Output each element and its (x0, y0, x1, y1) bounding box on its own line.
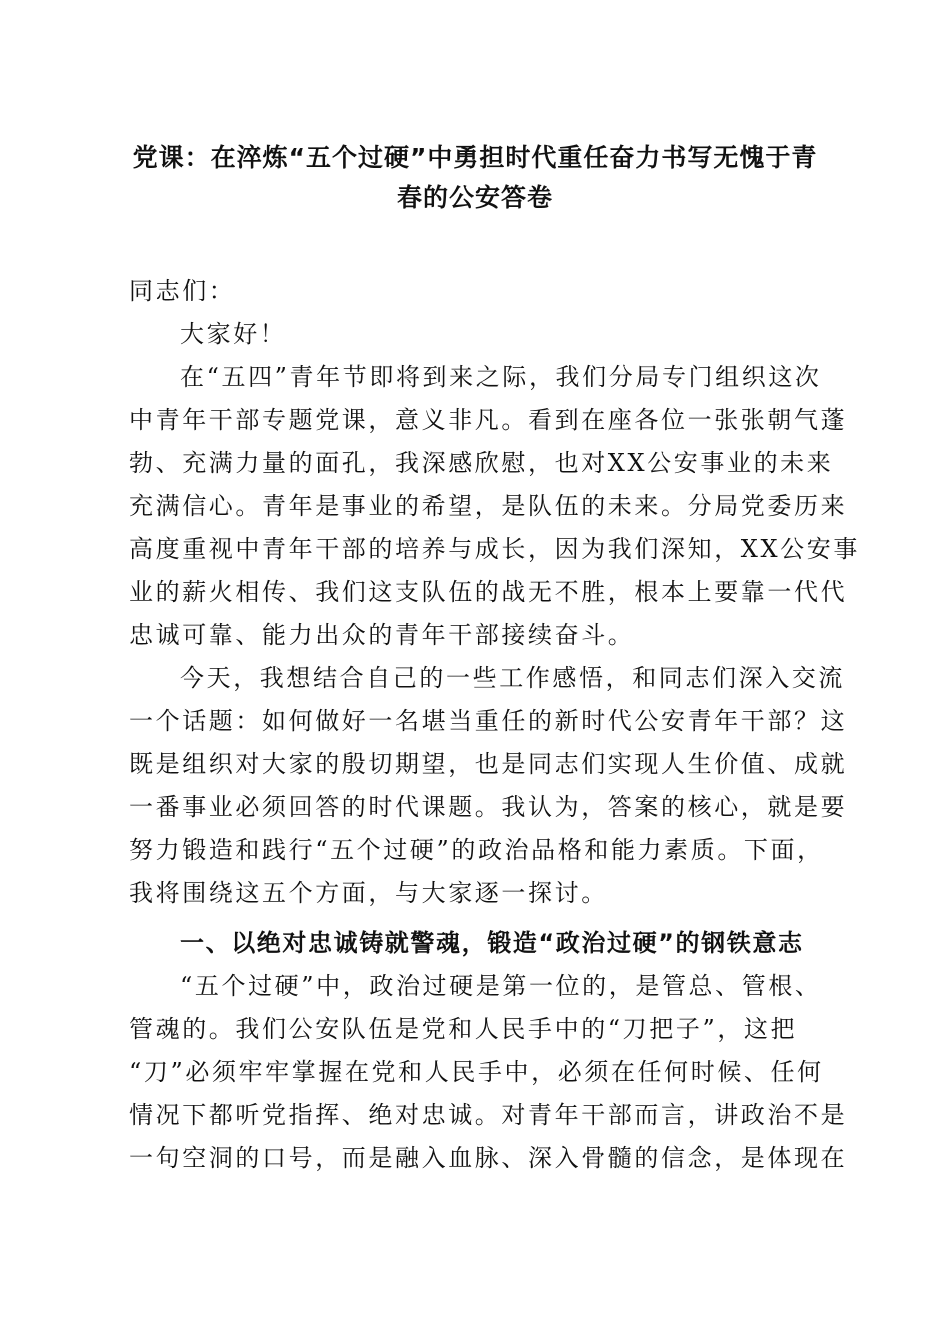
paragraph-1-line: 忠诚可靠、能力出众的青年干部接续奋斗。 (129, 621, 635, 649)
paragraph-2-line: 一番事业必须回答的时代课题。我认为，答案的核心，就是要 (129, 793, 848, 821)
title-line-2: 春的公安答卷 (396, 183, 553, 212)
paragraph-3-line: 情况下都听党指挥、绝对忠诚。对青年干部而言，讲政治不是 (129, 1101, 848, 1129)
paragraph-1-line: 高度重视中青年干部的培养与成长，因为我们深知，XX公安事 (129, 535, 860, 563)
document-title (110, 138, 840, 218)
paragraph-3-line: “五个过硬”中，政治过硬是第一位的，是管总、管根、 (180, 972, 822, 1000)
paragraph-1-line: 勃、充满力量的面孔，我深感欣慰，也对XX公安事业的未来 (129, 449, 834, 477)
paragraph-3-line: 管魂的。我们公安队伍是党和人民手中的“刀把子”，这把 (129, 1015, 798, 1043)
paragraph-1-line: 业的薪火相传、我们这支队伍的战无不胜，根本上要靠一代代 (129, 578, 848, 606)
paragraph-3-line: 一句空洞的口号，而是融入血脉、深入骨髓的信念，是体现在 (129, 1144, 848, 1172)
paragraph-2-line: 今天，我想结合自己的一些工作感悟，和同志们深入交流 (180, 664, 845, 692)
salutation: 同志们： (129, 277, 236, 305)
paragraph-1-line: 在“五四”青年节即将到来之际，我们分局专门组织这次 (180, 363, 822, 391)
paragraph-3-line: “刀”必须牢牢掌握在党和人民手中，必须在任何时候、任何 (129, 1058, 824, 1086)
paragraph-1-line: 中青年干部专题党课，意义非凡。看到在座各位一张张朝气蓬 (129, 406, 848, 434)
paragraph-2-line: 努力锻造和践行“五个过硬”的政治品格和能力素质。下面， (129, 836, 824, 864)
paragraph-1-line: 充满信心。青年是事业的希望，是队伍的未来。分局党委历来 (129, 492, 848, 520)
paragraph-2-line: 我将围绕这五个方面，与大家逐一探讨。 (129, 879, 608, 907)
greeting: 大家好！ (180, 320, 287, 348)
paragraph-2-line: 一个话题：如何做好一名堪当重任的新时代公安青年干部？这 (129, 707, 848, 735)
paragraph-2-line: 既是组织对大家的殷切期望，也是同志们实现人生价值、成就 (129, 750, 848, 778)
section-1-heading: 一、以绝对忠诚铸就警魂，锻造“政治过硬”的钢铁意志 (180, 929, 804, 957)
title-line-1: 党课：在淬炼“五个过硬”中勇担时代重任奋力书写无愧于青 (132, 143, 818, 172)
